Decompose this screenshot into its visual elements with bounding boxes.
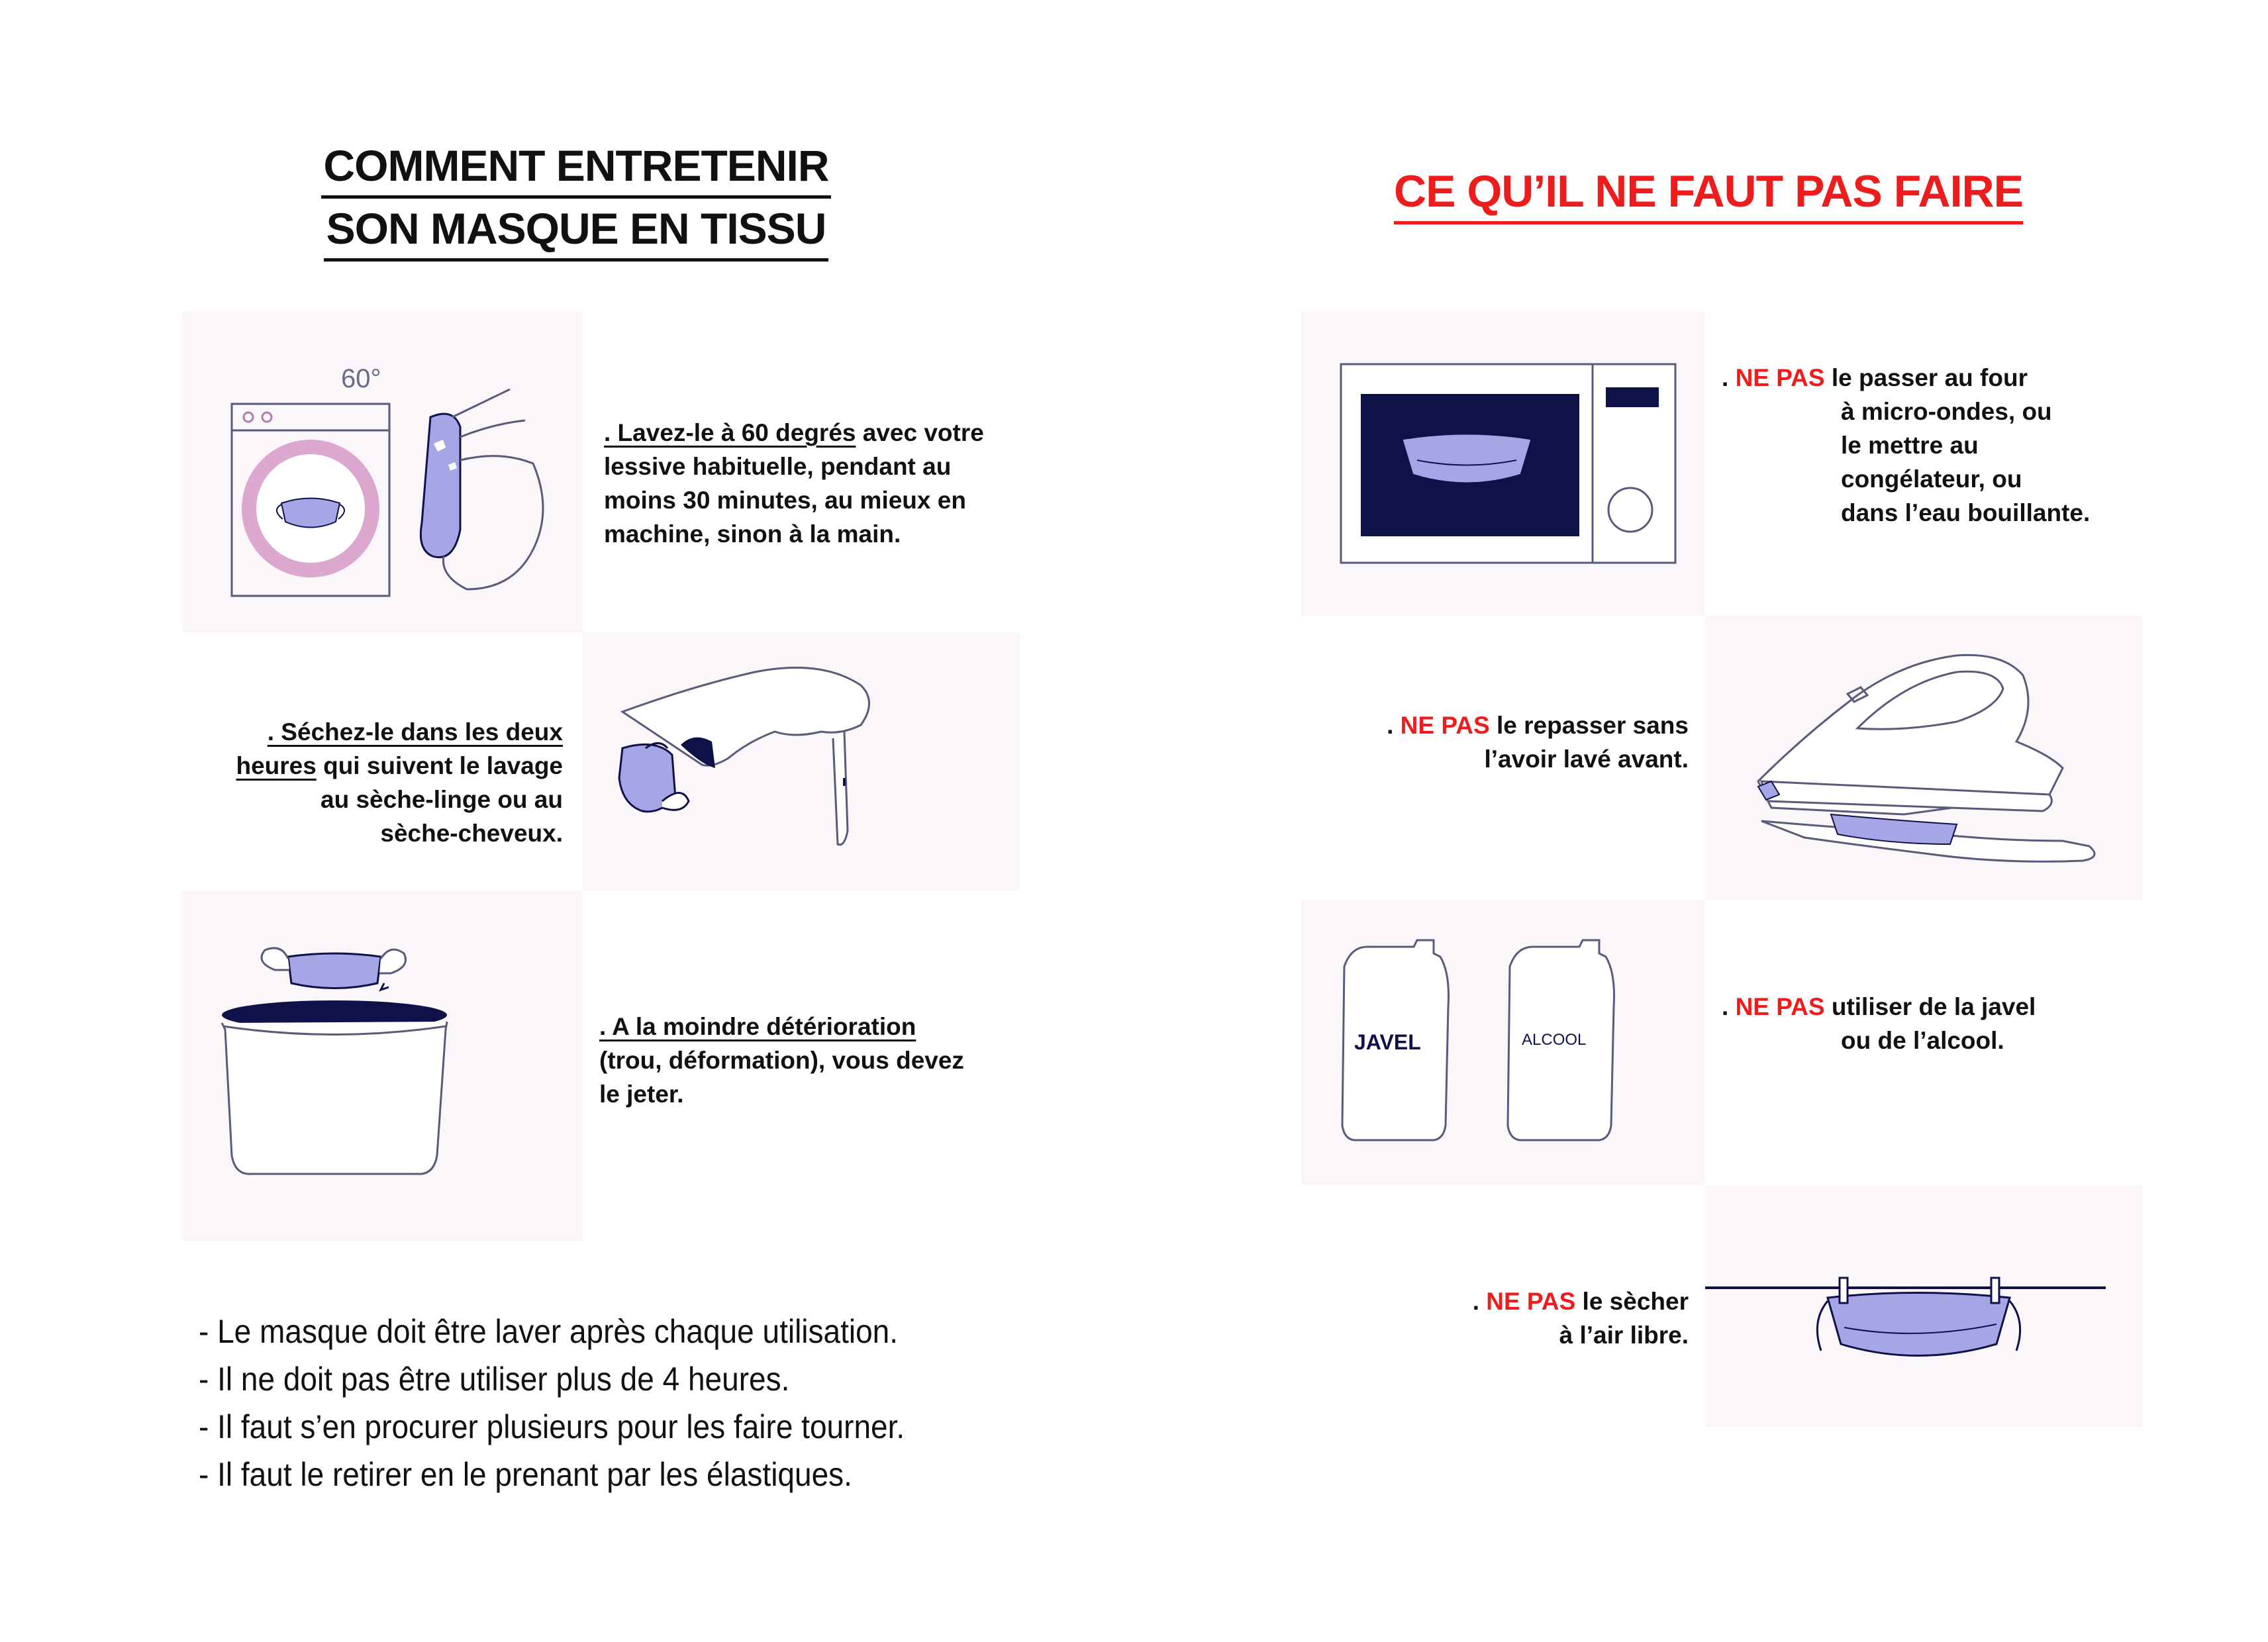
microwave-rest: le passer au four bbox=[1824, 364, 2028, 391]
washing-machine-icon bbox=[182, 311, 583, 632]
microwave-line5: dans l’eau bouillante. bbox=[1841, 499, 2091, 526]
left-title bbox=[278, 136, 874, 262]
dry-text bbox=[185, 715, 563, 850]
iron-text: . NE PAS le repasser sans l’avoir lavé avant. bbox=[1318, 708, 1689, 776]
dry-rest2: qui suivent le lavage bbox=[316, 752, 563, 779]
note-item: - Il faut s’en procurer plusieurs pour les faire tourner. bbox=[199, 1408, 905, 1445]
ne-pas-label: NE PAS bbox=[1486, 1288, 1576, 1315]
dry-line4: sèche-cheveux. bbox=[380, 820, 563, 847]
iron-icon bbox=[1705, 616, 2142, 900]
discard-line3: le jeter. bbox=[599, 1081, 684, 1108]
microwave-line4: congélateur, ou bbox=[1841, 465, 2022, 493]
ne-pas-label: NE PAS bbox=[1400, 712, 1490, 739]
left-title-line2: SON MASQUE EN TISSU bbox=[324, 199, 829, 262]
discard-line2: (trou, déformation), vous devez bbox=[599, 1047, 964, 1074]
discard-text bbox=[599, 1010, 964, 1111]
chemical-bottles-icon bbox=[1301, 900, 1705, 1185]
right-title bbox=[1311, 166, 2106, 224]
bleach-line2: ou de l’alcool. bbox=[1841, 1027, 2004, 1054]
discard-lead: . A la moindre détérioration bbox=[599, 1013, 916, 1040]
bin-panel bbox=[182, 891, 583, 1241]
wash-text bbox=[604, 416, 984, 551]
dry-lead1: . Séchez-le dans les deux bbox=[267, 718, 563, 746]
right-title-text: CE QU’IL NE FAUT PAS FAIRE bbox=[1394, 166, 2023, 224]
dry-lead2: heures bbox=[236, 752, 317, 779]
bleach-rest: utiliser de la javel bbox=[1824, 993, 2036, 1020]
air-text: . NE PAS le sècher à l’air libre. bbox=[1391, 1284, 1689, 1352]
bottle-label-javel: JAVEL bbox=[1354, 1030, 1421, 1054]
iron-line2: l’avoir lavé avant. bbox=[1484, 746, 1689, 773]
care-notes bbox=[199, 1308, 905, 1498]
wash-line2: lessive habituelle, pendant au bbox=[604, 453, 952, 480]
note-item: - Il faut le retirer en le prenant par les élastiques. bbox=[199, 1456, 852, 1493]
bottle-label-alcool: ALCOOL bbox=[1522, 1031, 1587, 1049]
air-line2: à l’air libre. bbox=[1559, 1322, 1689, 1349]
microwave-line2: à micro-ondes, ou bbox=[1841, 398, 2052, 425]
trash-bin-icon bbox=[182, 891, 583, 1241]
wash-rest: avec votre bbox=[856, 419, 984, 446]
iron-rest: le repasser sans bbox=[1489, 712, 1689, 739]
hair-dryer-icon bbox=[583, 632, 1020, 891]
microwave-icon bbox=[1301, 311, 1705, 616]
wash-lead: . Lavez-le à 60 degrés bbox=[604, 419, 856, 446]
bleach-text: . NE PAS utiliser de la javel ou de l’alcool. bbox=[1722, 990, 2036, 1057]
bottles-panel bbox=[1301, 900, 1705, 1185]
left-title-line1: COMMENT ENTRETENIR bbox=[321, 136, 832, 199]
washing-machine-panel bbox=[182, 311, 583, 632]
dry-line3: au sèche-linge ou au bbox=[320, 786, 563, 813]
microwave-text: . NE PAS le passer au four à micro-ondes, ou le mettre au congélateur, ou dans l’eau bouillante. bbox=[1722, 361, 2090, 530]
microwave-panel bbox=[1301, 311, 1705, 616]
note-item: - Le masque doit être laver après chaque utilisation. bbox=[199, 1313, 899, 1350]
hair-dryer-panel bbox=[583, 632, 1020, 891]
microwave-line3: le mettre au bbox=[1841, 432, 1979, 459]
clothesline-panel bbox=[1705, 1185, 2142, 1427]
temperature-label: 60° bbox=[341, 364, 381, 393]
ne-pas-label: NE PAS bbox=[1735, 993, 1825, 1020]
note-item: - Il ne doit pas être utiliser plus de 4 heures. bbox=[199, 1361, 790, 1398]
ne-pas-label: NE PAS bbox=[1735, 364, 1825, 391]
clothesline-icon bbox=[1705, 1185, 2142, 1427]
wash-line4: machine, sinon à la main. bbox=[604, 520, 901, 548]
air-rest: le sècher bbox=[1575, 1288, 1689, 1315]
iron-panel bbox=[1705, 616, 2142, 900]
wash-line3: moins 30 minutes, au mieux en bbox=[604, 487, 966, 514]
